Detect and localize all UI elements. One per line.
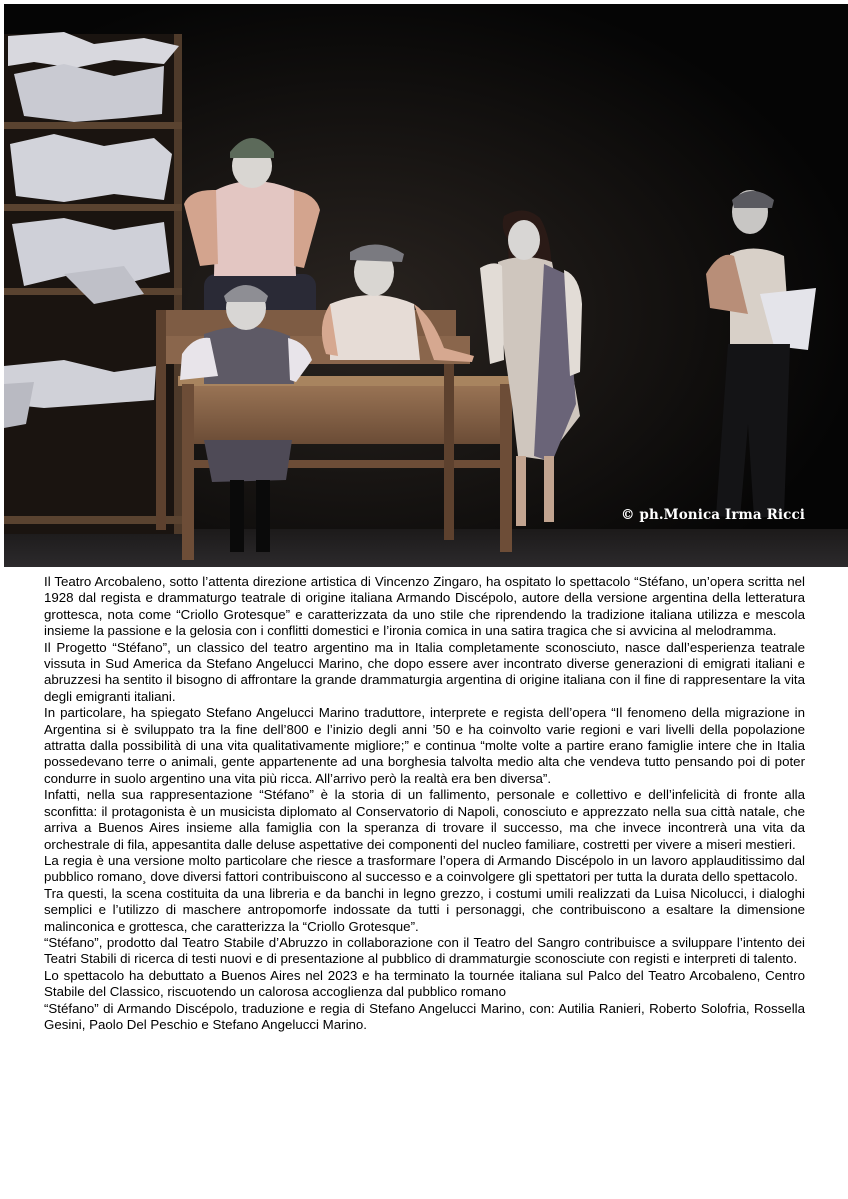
article-paragraph: Il Progetto “Stéfano”, un classico del teatro argentino ma in Italia completamente sconosciuto, nasce dall’esperienza teatrale vissuta in Sud America da Stefano Angelucci Marino, che dopo essere aver incontrato diverse generazioni di emigrati italiani e abruzzesi ha sentito il bisogno di affrontare la grande drammaturgia argentina di origine italiana con il fine di rappresentare la vita degli emigranti italiani. [44,639,805,704]
photo-credit: © ph.Monica Irma Ricci [621,507,805,523]
article-paragraph: Infatti, nella sua rappresentazione “Stéfano” è la storia di un fallimento, personale e collettivo e dell’infelicità di fronte alla sconfitta: il protagonista è un musicista diplomato al Conservatorio di Napoli, conosciuto e apprezzato nella sua città natale, che arriva a Buenos Aires insieme alla famiglia con la speranza di trovare il successo, ma che invece incontrerà una vita da orchestrale di fila, appesantita dalle deluse aspettative dei componenti del nucleo familiare, costretti per vivere a miseri mestieri. [44,787,805,852]
article-paragraph: La regia è una versione molto particolare che riesce a trasformare l’opera di Armando Discépolo in un lavoro applauditissimo dal pubblico romano¸ dove diversi fattori contribuiscono al successo e a coinvolgere gli spettatori per tutta la durata dello spettacolo. [44,852,805,885]
article-paragraph: “Stéfano”, prodotto dal Teatro Stabile d’Abruzzo in collaborazione con il Teatro del Sangro contribuisce a sviluppare l’intento dei Teatri Stabili di ricerca di testi nuovi e di presentazione al pubblico di drammaturgie sconosciute con registi e interpreti di talento. [44,934,805,967]
article-body [44,574,805,1033]
article-paragraph: Lo spettacolo ha debuttato a Buenos Aires nel 2023 e ha terminato la tournée italiana sul Palco del Teatro Arcobaleno, Centro Stabile del Classico, riscuotendo un calorosa accoglienza dal pubblico romano [44,967,805,1000]
stage-photo [4,4,848,567]
article-paragraph: Tra questi, la scena costituita da una libreria e da banchi in legno grezzo, i costumi umili realizzati da Luisa Nicolucci, i dialoghi semplici e l’utilizzo di maschere antropomorfe indossate da tutti i personaggi, che contribuiscono a esaltare la dimensione malinconica e grottesca, che caratterizza la “Criollo Grotesque”. [44,885,805,934]
article-paragraph: In particolare, ha spiegato Stefano Angelucci Marino traduttore, interprete e regista dell’opera “Il fenomeno della migrazione in Argentina si è sviluppato tra la fine dell’800 e l’inizio degli anni ’50 e ha coinvolto varie regioni e vari livelli della popolazione attratta dalla possibilità di una vita qualitativamente migliore;” e continua “molte volte a partire erano famiglie intere che in Italia possedevano terre o animali, gente appartenente ad una borghesia talvolta medio alta che vendeva tutto pensando poi di poter condurre in suolo argentino una vita più ricca. All’arrivo però la realtà era ben diversa”. [44,705,805,786]
article-paragraph: Il Teatro Arcobaleno, sotto l’attenta direzione artistica di Vincenzo Zingaro, ha ospitato lo spettacolo “Stéfano, un’opera scritta nel 1928 dal regista e drammaturgo teatrale di origine italiana Armando Discépolo, autore della versione argentina della letteratura grottesca, nota come “Criollo Grotesque” e caratterizzata da uno stile che riprendendo la tradizione italiana utilizza e mescola insieme la passione e la gelosia con i conflitti domestici e l’ironia comica in una satira tragica che si avvicina al melodramma. [44,574,805,639]
bookshelf [4,32,182,534]
article-paragraph: “Stéfano” di Armando Discépolo, traduzione e regia di Stefano Angelucci Marino, con: Autilia Ranieri, Roberto Solofria, Rossella Gesini, Paolo Del Peschio e Stefano Angelucci Marino. [44,1000,805,1032]
stage-photo-illustration [4,4,848,567]
